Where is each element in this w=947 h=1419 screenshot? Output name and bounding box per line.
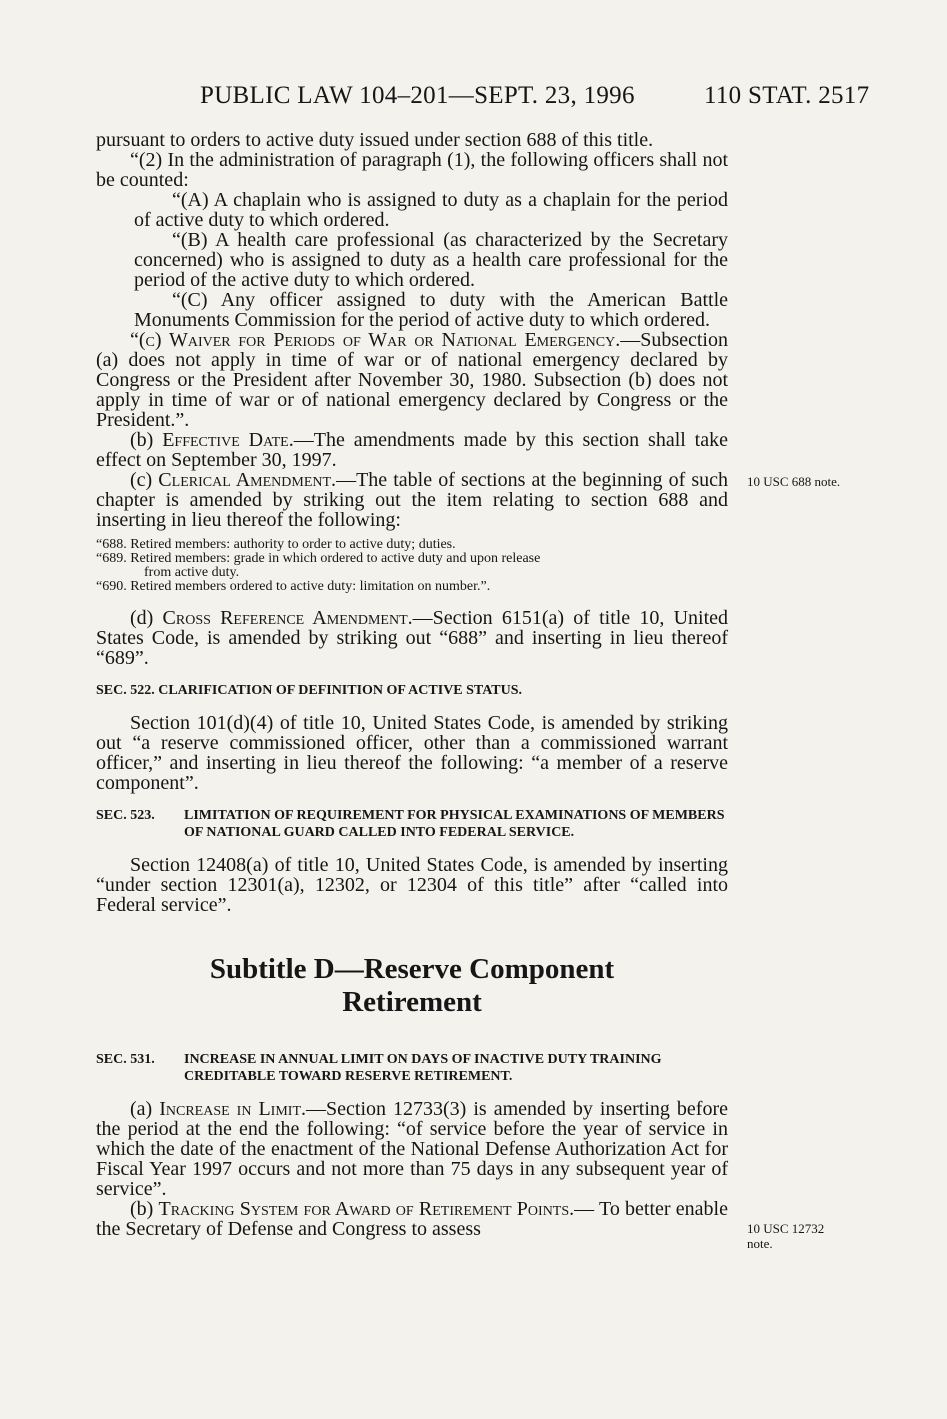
paragraph-waiver [96,330,728,430]
paragraph-continuation: pursuant to orders to active duty issued under section 688 of this title. [96,129,654,151]
paragraph-effective-date [96,430,728,470]
subtitle-heading [96,953,728,1019]
section-title: LIMITATION OF REQUIREMENT FOR PHYSICAL EXAMINATIONS OF MEMBERS OF NATIONAL GUARD CALLED INTO FEDERAL SERVICE. [184,808,725,840]
margin-note-usc-12732 [747,1221,824,1251]
margin-note-line: note. [747,1236,773,1251]
paragraph-2: “(2) In the administration of paragraph (1), the following officers shall not be counted: [96,149,728,191]
section-number: SEC. 523. [96,808,155,823]
paragraph-cross-reference [96,608,728,668]
margin-note-line: 10 USC 12732 [747,1221,825,1236]
paragraph-text: —Subsection (a) does not apply in time of war or of national emergency declared by Congress or the President after November 30, 1980. Subsection (b) does not apply in time of war or of national emergency declared by Congress or the President.”. [96,329,728,431]
paragraph-increase-in-limit [96,1099,728,1199]
toc-item-continuation: from active duty. [144,565,240,580]
section-523-text: Section 12408(a) of title 10, United States Code, is amended by inserting “under section 12301(a), 12302, or 12304 of this title” after “called into Federal service”. [96,854,728,916]
paragraph-2c: “(C) Any officer assigned to duty with the American Battle Monuments Commission for the period of active duty to which ordered. [134,289,728,331]
running-header-title: PUBLIC LAW 104–201—SEPT. 23, 1996 [200,82,635,109]
section-heading-531 [96,1051,728,1085]
document-body [96,130,728,1239]
paragraph-text: —Section 6151(a) of title 10, United States Code, is amended by striking out “688” and inserting in lieu thereof “689”. [96,607,729,669]
paragraph-prefix: (b) [130,429,163,451]
subtitle-line: Retirement [342,986,482,1018]
paragraph-text: —The table of sections at the beginning of such chapter is amended by striking out the item relating to section 688 and inserting in lieu thereof the following: [96,469,729,531]
paragraph-heading: Increase in Limit. [159,1098,307,1120]
paragraph-clerical-amendment [96,470,728,530]
statute-page-number: 110 STAT. 2517 [704,82,870,109]
paragraph-2b: “(B) A health care professional (as characterized by the Secretary concerned) who is assigned to duty as a health care professional for the period of the active duty to which ordered. [134,229,728,291]
paragraph-2a: “(A) A chaplain who is assigned to duty as a chaplain for the period of active duty to which ordered. [134,189,728,231]
section-number: SEC. 531. [96,1052,155,1067]
margin-note-usc-688: 10 USC 688 note. [747,474,841,489]
toc-item: “689. Retired members: grade in which ordered to active duty and upon release [96,551,541,566]
paragraph-heading: Effective Date. [162,429,294,451]
paragraph-prefix: (b) [130,1198,159,1220]
toc-item: “688. Retired members: authority to order to active duty; duties. [96,537,456,552]
toc-item: “690. Retired members ordered to active duty: limitation on number.”. [96,579,491,594]
paragraph-text: —The amendments made by this section shall take effect on September 30, 1997. [96,429,728,471]
paragraph-heading: Tracking System for Award of Retirement Points. [158,1198,575,1220]
table-of-sections [96,538,728,594]
section-heading-522: SEC. 522. CLARIFICATION OF DEFINITION OF ACTIVE STATUS. [96,683,523,698]
paragraph-heading: Cross Reference Amendment. [162,607,413,629]
paragraph-heading: “(c) Waiver for Periods of War or National Emergency. [130,329,621,351]
paragraph-text: — To better enable the Secretary of Defense and Congress to assess [96,1198,728,1240]
paragraph-heading: Clerical Amendment. [158,469,337,491]
section-heading-523 [96,807,728,841]
paragraph-prefix: (d) [130,607,163,629]
section-title: INCREASE IN ANNUAL LIMIT ON DAYS OF INACTIVE DUTY TRAINING CREDITABLE TOWARD RESERVE RETIREMENT. [184,1052,662,1084]
paragraph-tracking-system [96,1199,728,1239]
subtitle-line: Subtitle D—Reserve Component [209,953,615,985]
section-522-text: Section 101(d)(4) of title 10, United States Code, is amended by striking out “a reserve commissioned officer, other than a commissioned warrant officer,” and inserting in lieu thereof the following: “a member of a reserve component”. [96,712,728,794]
paragraph-prefix: (c) [130,469,159,491]
paragraph-prefix: (a) [130,1098,160,1120]
paragraph-text: —Section 12733(3) is amended by inserting before the period at the end the following: “of service before the year of service in which the date of the enactment of the National Defense Authorization Act for Fiscal Year 1997 occurs and not more than 75 days in any subsequent year of service”. [96,1098,729,1200]
